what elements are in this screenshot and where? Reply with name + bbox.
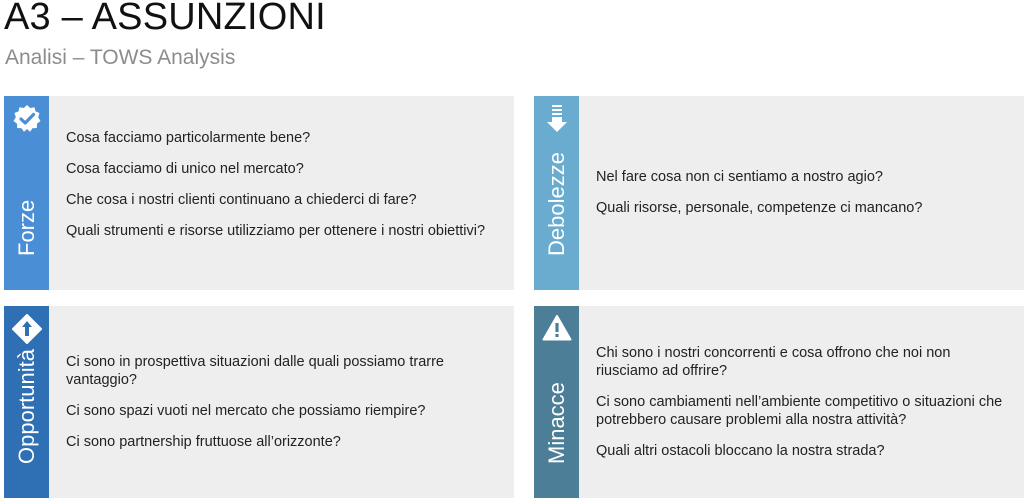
- minacce-label: Minacce: [543, 382, 569, 464]
- up-arrow-badge-icon: [4, 314, 49, 344]
- list-item: Ci sono in prospettiva situazioni dalle quali possiamo trarre vantaggio?: [66, 354, 444, 388]
- opportunita-list: [66, 353, 502, 464]
- list-item: Quali risorse, personale, competenze ci mancano?: [596, 200, 923, 216]
- band-minacce: [534, 306, 579, 498]
- list-item: Che cosa i nostri clienti continuano a chiederci di fare?: [66, 192, 417, 208]
- minacce-list: [596, 344, 1012, 473]
- list-item: Ci sono spazi vuoti nel mercato che possiamo riempire?: [66, 403, 426, 419]
- list-item: Quali strumenti e risorse utilizziamo per ottenere i nostri obiettivi?: [66, 223, 486, 239]
- debolezze-label: Debolezze: [543, 152, 569, 256]
- opportunita-label: Opportunità: [13, 349, 39, 464]
- band-opportunita: [4, 306, 49, 498]
- list-item: Ci sono partnership fruttuose all’orizzonte?: [66, 434, 341, 450]
- down-arrow-icon: [534, 104, 579, 134]
- warning-triangle-icon: [534, 314, 579, 342]
- quadrant-opportunita: [4, 306, 514, 498]
- band-debolezze: [534, 96, 579, 290]
- list-item: Cosa facciamo di unico nel mercato?: [66, 161, 304, 177]
- quadrant-debolezze: [534, 96, 1024, 290]
- quadrant-forze: [4, 96, 514, 290]
- forze-label: Forze: [13, 199, 39, 256]
- check-badge-icon: [4, 104, 49, 134]
- band-forze: [4, 96, 49, 290]
- debolezze-list: [596, 168, 1012, 230]
- list-item: Nel fare cosa non ci sentiamo a nostro agio?: [596, 169, 883, 185]
- forze-list: [66, 129, 502, 253]
- quadrant-minacce: [534, 306, 1024, 498]
- list-item: Ci sono cambiamenti nell’ambiente competitivo o situazioni che potrebbero causare problemi alla nostra attività?: [596, 394, 1003, 428]
- list-item: Chi sono i nostri concorrenti e cosa offrono che noi non riusciamo ad offrire?: [596, 345, 951, 379]
- page-title: A3 – ASSUNZIONI: [4, 0, 326, 38]
- list-item: Quali altri ostacoli bloccano la nostra strada?: [596, 443, 885, 459]
- page-subtitle: Analisi – TOWS Analysis: [5, 46, 236, 69]
- list-item: Cosa facciamo particolarmente bene?: [66, 130, 311, 146]
